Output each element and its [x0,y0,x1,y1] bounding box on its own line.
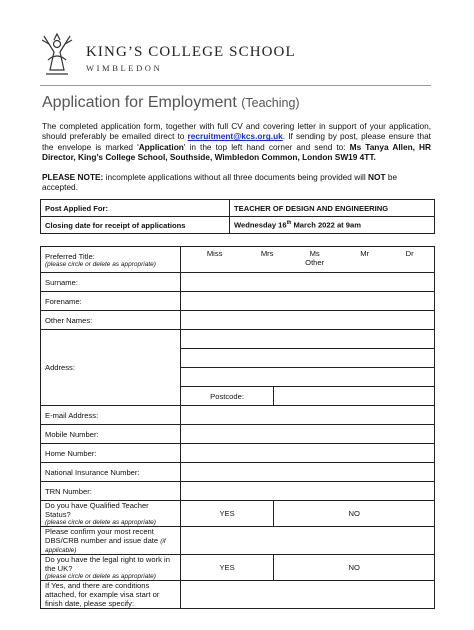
dbs-label: Please confirm your most recent DBS/CRB number and issue date [45,527,159,545]
preferred-title-label: Preferred Title: [45,251,95,261]
closing-date-value [230,217,435,234]
school-name: KING’S COLLEGE SCHOOL [86,44,296,60]
email-label: E-mail Address: [41,406,181,425]
mobile-label: Mobile Number: [41,425,181,444]
dbs-label-cell [41,527,181,555]
other-names-label: Other Names: [41,311,181,330]
qts-hint: (please circle or delete as appropriate) [45,519,156,526]
title-option-mr[interactable]: Mr [360,249,370,258]
intro-text-2: . If sending by post, please ensure that the envelope is marked ' [42,131,431,152]
forename-field[interactable] [180,292,434,311]
note-text-2: be accepted. [42,172,398,193]
title-sub: (Teaching) [241,96,300,110]
rtw-no[interactable]: NO [274,555,435,581]
intro-paragraph [42,121,431,163]
page-title [42,94,300,112]
address-line-1[interactable] [180,330,434,349]
closing-sup: th [286,220,292,227]
title-label-cell [41,247,181,273]
closing-date-label: Closing date for receipt of applications [41,217,230,234]
rtw-label-cell [41,555,181,581]
email-field[interactable] [180,406,434,425]
school-location: WIMBLEDON [86,63,163,73]
application-form-table [40,246,435,609]
recruitment-email-link[interactable]: recruitment@kcs.org.uk [187,131,283,142]
note-label: PLEASE NOTE: [42,172,104,182]
title-option-ms[interactable]: Ms [309,249,320,258]
other-names-field[interactable] [180,311,434,330]
address-label: Address: [41,330,181,406]
title-option-dr[interactable]: Dr [405,249,414,258]
closing-rest: March 2022 at 9am [291,220,362,230]
school-crest-icon [40,30,74,76]
right-to-work-label: Do you have the legal right to work in the UK? [45,555,170,573]
qts-yes[interactable]: YES [180,501,274,527]
preferred-title-hint: (please circle or delete as appropriate) [45,260,156,268]
mobile-field[interactable] [180,425,434,444]
title-option-miss[interactable]: Miss [206,249,223,258]
qts-label-cell [41,501,181,527]
address-line-2[interactable] [180,349,434,368]
right-to-work-hint: (please circle or delete as appropriate) [45,573,156,580]
address-line-3[interactable] [180,368,434,387]
ni-number-field[interactable] [180,463,434,482]
please-note [42,172,431,193]
intro-marked: Application [138,141,184,152]
dbs-field[interactable] [180,527,434,555]
post-applied-value: TEACHER OF DESIGN AND ENGINEERING [230,200,435,217]
surname-field[interactable] [180,273,434,292]
post-applied-label: Post Applied For: [41,200,230,217]
title-option-ms-other[interactable] [290,249,340,267]
post-table [40,199,435,234]
postcode-field[interactable] [274,387,435,406]
postal-address: Ms Tanya Allen, HR Director, King’s College School, Southside, Wimbledon Common, London SW19 4TT. [42,141,431,163]
intro-text-3: ' in the top left hand corner and send to: [183,141,350,152]
conditions-field[interactable] [180,581,434,609]
header-divider [40,85,431,86]
title-option-other[interactable]: Other [305,258,325,267]
home-number-field[interactable] [180,444,434,463]
conditions-label: If Yes, and there are conditions attached, for example visa start or finish date, please specify: [41,581,181,609]
title-options-cell [180,247,434,273]
forename-label: Forename: [41,292,181,311]
closing-day: Wednesday 16 [234,220,287,230]
trn-number-label: TRN Number: [41,482,181,501]
title-option-mrs[interactable]: Mrs [260,249,274,258]
home-number-label: Home Number: [41,444,181,463]
note-emphasis: NOT [368,172,386,182]
surname-label: Surname: [41,273,181,292]
dbs-hint: (if applicable) [45,538,166,554]
postcode-label: Postcode: [180,387,274,406]
rtw-yes[interactable]: YES [180,555,274,581]
title-main: Application for Employment [42,94,237,111]
qts-label: Do you have Qualified Teacher Status? [45,501,149,519]
intro-text-1: The completed application form, together with full CV and covering letter in support of your application, should preferably be emailed direct to [42,121,431,142]
qts-no[interactable]: NO [274,501,435,527]
trn-number-field[interactable] [180,482,434,501]
note-text-1: incomplete applications without all three documents being provided will [103,172,369,182]
ni-number-label: National Insurance Number: [41,463,181,482]
